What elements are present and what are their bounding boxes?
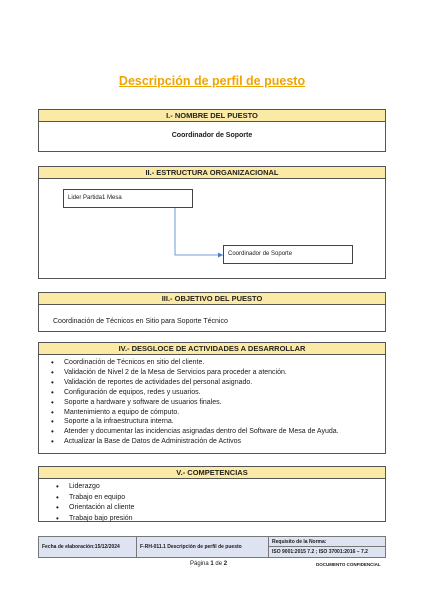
- section-competencias: [38, 466, 386, 522]
- list-item: • Validación de reportes de actividades del personal asignado.: [64, 378, 385, 388]
- list-item: • Orientación al cliente: [69, 503, 385, 514]
- list-item: • Actualizar la Base de Datos de Administración de Activos: [64, 437, 385, 447]
- list-item: • Mantenimiento a equipo de cómputo.: [64, 408, 385, 418]
- list-item: • Validación de Nivel 2 de la Mesa de Servicios para proceder a atención.: [64, 368, 385, 378]
- page-label: Página: [190, 561, 209, 567]
- list-item: • Configuración de equipos, redes y usuarios.: [64, 388, 385, 398]
- section-nombre-puesto: [38, 109, 386, 152]
- section-header: V.- COMPETENCIAS: [39, 467, 385, 479]
- page-number: [190, 561, 227, 567]
- page-current: 1: [210, 561, 214, 567]
- section-header: II.- ESTRUCTURA ORGANIZACIONAL: [39, 167, 385, 179]
- org-box-lider: Lider Partida1 Mesa: [63, 189, 193, 208]
- section-header: IV.- DESGLOCE DE ACTIVIDADES A DESARROLLAR: [39, 343, 385, 355]
- confidential-label: DOCUMENTO CONFIDENCIAL: [316, 562, 381, 567]
- job-title-value: Coordinador de Soporte: [171, 132, 253, 139]
- footer-requisito-label: Requisito de la Norma:: [269, 537, 385, 547]
- list-item: • Liderazgo: [69, 482, 385, 493]
- org-box-coordinador: Coordinador de Soporte: [223, 245, 353, 264]
- footer-table: [38, 536, 386, 558]
- list-item: • Trabajo bajo presión: [69, 514, 385, 525]
- footer-requisito: [269, 537, 385, 557]
- footer-codigo: F-RH-011.1 Descripción de perfil de puesto: [137, 537, 269, 557]
- list-item: • Soporte a hardware y software de usuarios finales.: [64, 398, 385, 408]
- footer-fecha: Fecha de elaboración:15/12/2024: [39, 537, 137, 557]
- section-objetivo-puesto: [38, 292, 386, 332]
- list-item: • Trabajo en equipo: [69, 493, 385, 504]
- section-header: I.- NOMBRE DEL PUESTO: [39, 110, 385, 122]
- section-actividades: [38, 342, 386, 454]
- competencies-list: [39, 482, 385, 524]
- list-item: • Soporte a la infraestructura interna.: [64, 417, 385, 427]
- section-estructura-organizacional: [38, 166, 386, 279]
- list-item: • Coordinación de Técnicos en sitio del cliente.: [64, 358, 385, 368]
- activities-list: [39, 358, 385, 447]
- page-of: de: [215, 561, 223, 567]
- objective-text: Coordinación de Técnicos en Sitio para Soporte Técnico: [53, 318, 228, 325]
- list-item: • Atender y documentar las incidencias asignadas dentro del Software de Mesa de Ayuda.: [64, 427, 385, 437]
- footer-requisito-value: ISO 9001:2015 7.2 ; ISO 37001:2016 – 7.2: [272, 549, 368, 555]
- page-total: 2: [223, 561, 228, 567]
- document-title: Descripción de perfil de puesto: [118, 74, 306, 88]
- section-header: III.- OBJETIVO DEL PUESTO: [39, 293, 385, 305]
